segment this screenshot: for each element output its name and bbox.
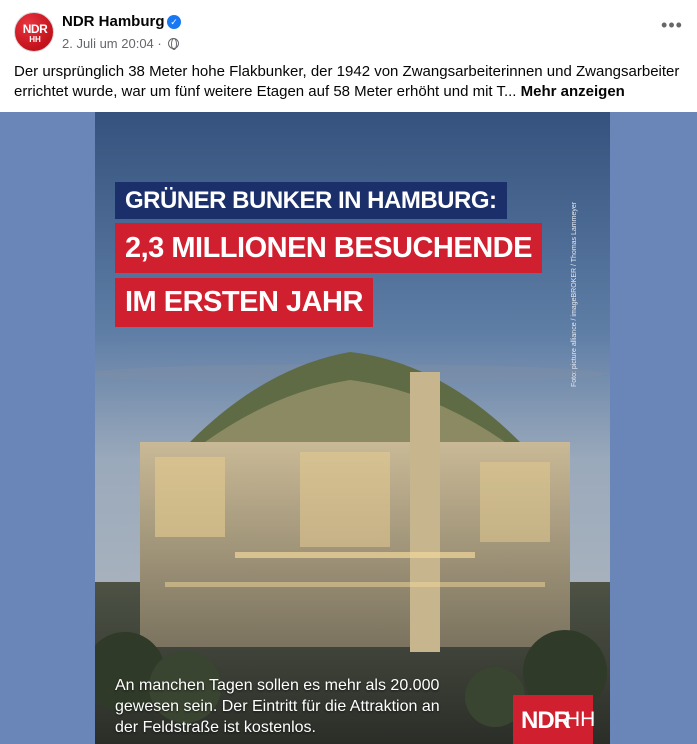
bunker-photo[interactable]	[95, 112, 610, 744]
meta-separator: ·	[157, 36, 162, 51]
post-message: Der ursprünglich 38 Meter hohe Flakbunker, der 1942 von Zwangsarbeiterinnen und Zwangsarbeiter errichtet wurde, war um fünf weitere Etagen auf 58 Meter erhöht und mit T...	[14, 63, 680, 100]
photo-credit-text: Foto: picture alliance / imageBROKER / Thomas Lammeyer	[571, 201, 578, 387]
see-more-link[interactable]: Mehr anzeigen	[520, 83, 625, 100]
logo-hh-text: HH	[565, 708, 596, 731]
headline-visitors: 2,3 MILLIONEN BESUCHENDE	[115, 223, 542, 273]
avatar-ndr-text: NDR	[22, 22, 48, 36]
post-header	[0, 0, 697, 58]
globe-icon[interactable]	[168, 38, 179, 49]
verified-badge-icon: ✓	[167, 15, 181, 29]
page-name[interactable]: NDR Hamburg	[62, 13, 165, 30]
logo-ndr-text: NDR	[521, 707, 570, 734]
page-avatar[interactable]	[14, 12, 54, 52]
headline-title: GRÜNER BUNKER IN HAMBURG:	[115, 182, 507, 219]
image-caption: An manchen Tagen sollen es mehr als 20.000 gewesen sein. Der Eintritt für die Attraktion an der Feldstraße ist kostenlos.	[115, 677, 440, 736]
post-meta	[62, 36, 179, 51]
post-timestamp[interactable]: 2. Juli um 20:04	[62, 36, 154, 51]
headline-first-year: IM ERSTEN JAHR	[115, 278, 373, 327]
photo-credit	[571, 187, 581, 387]
post-media[interactable]	[0, 112, 697, 744]
ndr-hh-logo	[513, 695, 596, 744]
post-text	[14, 62, 686, 102]
avatar-hh-text: HH	[29, 35, 41, 44]
more-options-icon[interactable]: •••	[661, 15, 683, 35]
